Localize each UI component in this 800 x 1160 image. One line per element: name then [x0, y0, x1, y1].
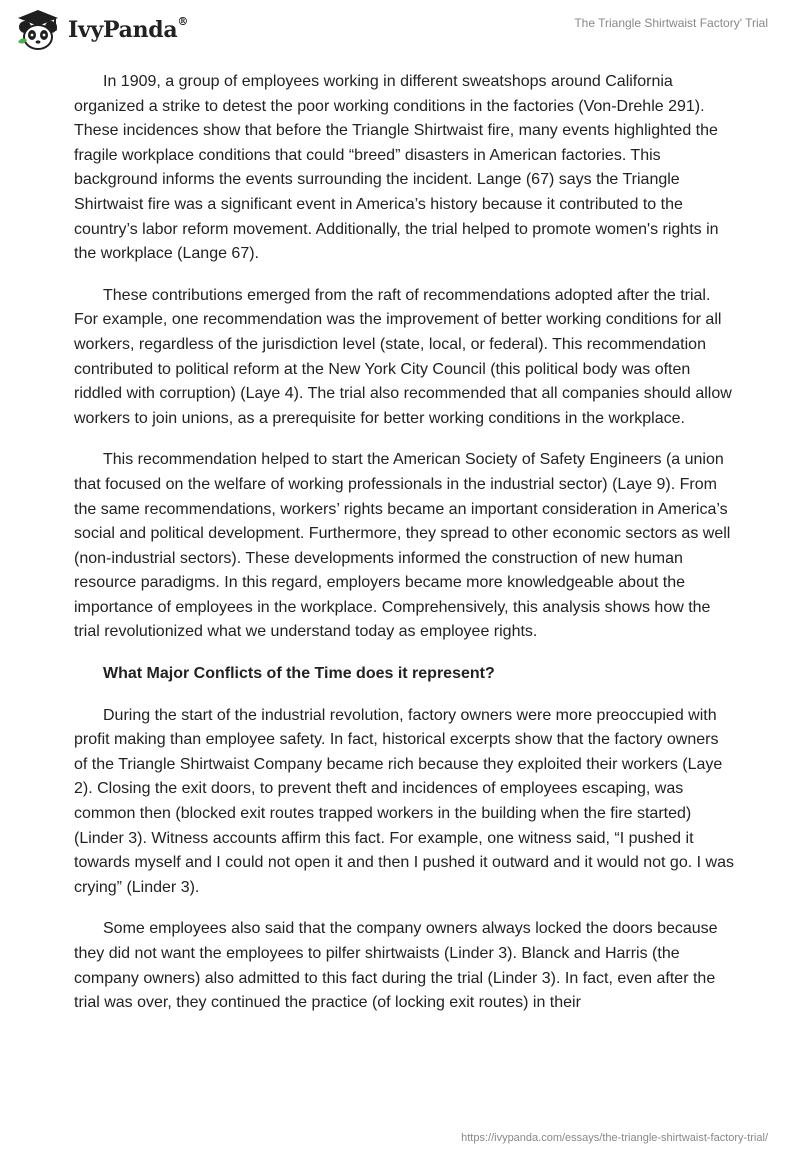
- source-url[interactable]: https://ivypanda.com/essays/the-triangle-shirtwaist-factory-trial/: [461, 1132, 768, 1144]
- section-heading: What Major Conflicts of the Time does it represent?: [103, 665, 495, 683]
- paragraph: In 1909, a group of employees working in different sweatshops around California organized a strike to detest the poor working conditions in the factories (Von-Drehle 291). These incidences show that before the Triangle Shirtwaist fire, many events highlighted the fragile workplace conditions that could “breed” disasters in American factories. This background informs the events surrounding the incident. Lange (67) says the Triangle Shirtwaist fire was a significant event in America’s history because it contributed to the country’s labor reform movement. Additionally, the trial helped to promote women's rights in the workplace (Lange 67).: [74, 73, 719, 263]
- page-header: [0, 0, 800, 60]
- brand-name: IvyPanda®: [68, 15, 189, 43]
- panda-logo-icon: [14, 8, 62, 52]
- ivypanda-logo[interactable]: [14, 8, 188, 52]
- document-title: The Triangle Shirtwaist Factory' Trial: [574, 16, 768, 30]
- paragraph: Some employees also said that the company owners always locked the doors because they did not want the employees to pilfer shirtwaists (Linder 3). Blanck and Harris (the company owners) also admitted to this fact during the trial (Linder 3). In fact, even after the trial was over, they continued the practice (of locking exit routes) in their: [74, 920, 718, 1012]
- paragraph: During the start of the industrial revolution, factory owners were more preoccupied with profit making than employee safety. In fact, historical excerpts show that the factory owners of the Triangle Shirtwaist Company became rich because they exploited their workers (Laye 2). Closing the exit doors, to prevent theft and incidences of employees escaping, was common then (blocked exit routes trapped workers in the building when the fire started) (Linder 3). Witness accounts affirm this fact. For example, one witness said, “I pushed it towards myself and I could not open it and then I pushed it outward and it would not go. I was crying” (Linder 3).: [74, 706, 734, 896]
- essay-body: [74, 70, 734, 1033]
- paragraph: This recommendation helped to start the American Society of Safety Engineers (a union that focused on the welfare of working professionals in the industrial sector) (Laye 9). From the same recommendations, workers’ rights became an important consideration in America’s social and political development. Furthermore, they spread to other economic sectors as well (non-industrial sectors). These developments informed the construction of new human resource paradigms. In this regard, employers became more knowledgeable about the importance of employees in the workplace. Comprehensively, this analysis shows how the trial revolutionized what we understand today as employee rights.: [74, 451, 731, 641]
- paragraph: These contributions emerged from the raft of recommendations adopted after the trial. For example, one recommendation was the improvement of better working conditions for all workers, regardless of the jurisdiction level (state, local, or federal). This recommendation contributed to political reform at the New York City Council (this political body was often riddled with corruption) (Laye 4). The trial also recommended that all companies should allow workers to join unions, as a prerequisite for better working conditions in the workplace.: [74, 286, 732, 427]
